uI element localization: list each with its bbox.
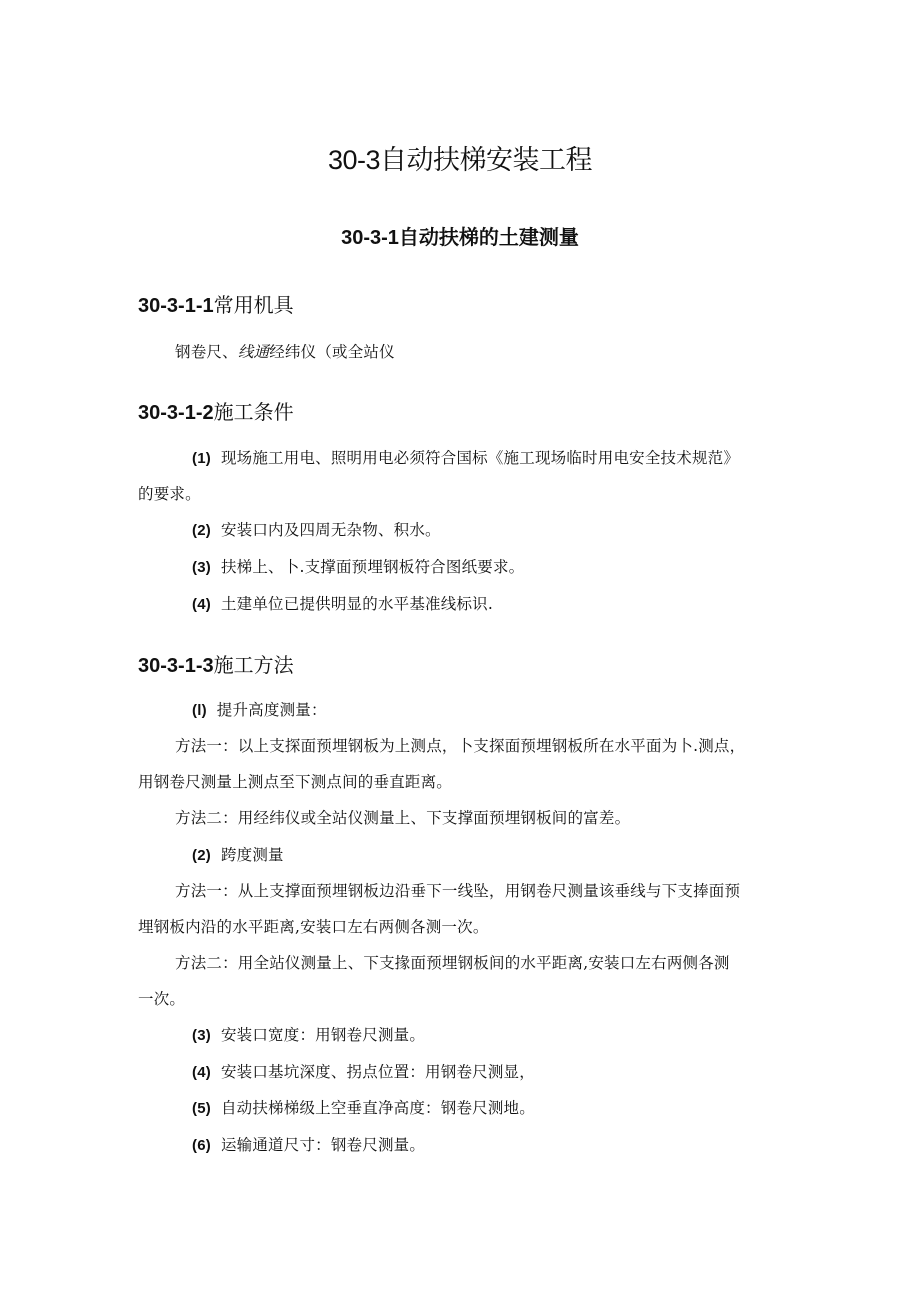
list-item <box>192 555 524 577</box>
list-item-text: 扶梯上、卜.支撑面预埋钢板符合图纸要求。 <box>220 558 525 576</box>
subsection-heading-conditions <box>138 396 294 425</box>
list-item-number: (2) <box>192 847 211 864</box>
method-paragraph-continuation: 埋钢板内沿的水平距离,安装口左右两侧各测一次。 <box>138 918 489 936</box>
subsection-title: 施工方法 <box>213 655 294 677</box>
tools-text-part: 经纬仪（或全站仪 <box>269 343 395 361</box>
list-item <box>192 592 493 614</box>
tools-text-part: 钢卷尺、 <box>175 343 238 361</box>
tools-text-italic: 线通 <box>237 343 270 361</box>
method-paragraph-continuation: 用钢卷尺测量上测点至下测点间的垂直距离。 <box>138 773 453 791</box>
list-item-text: 提升高度测量： <box>216 701 327 719</box>
subsection-number: 30-3-1-1 <box>138 295 214 317</box>
subsection-title: 施工条件 <box>213 402 294 424</box>
method-paragraph: 方法二：用全站仪测量上、下支掾面预埋钢板间的水平距离,安装口左右两侧各测 <box>175 954 730 972</box>
list-item <box>192 1096 535 1118</box>
list-item <box>192 446 739 468</box>
method-paragraph-continuation: 一次。 <box>138 990 186 1008</box>
list-item-number: (1) <box>192 450 211 467</box>
list-item-text: 土建单位已提供明显的水平基准线标识. <box>220 595 493 613</box>
list-item-text: 跨度测量 <box>220 846 284 864</box>
list-item-text: 安装口基坑深度、拐点位置：用钢卷尺测显， <box>220 1063 535 1081</box>
method-paragraph: 方法一：从上支撑面预埋钢板边沿垂下一线坠，用钢卷尺测量该垂线与下支捧面预 <box>175 882 741 900</box>
list-item-text: 运输通道尺寸：钢卷尺测量。 <box>220 1136 426 1154</box>
section-title-text: 自动扶梯的土建测量 <box>398 227 579 249</box>
subsection-title: 常用机具 <box>213 295 294 317</box>
section-number: 30-3-1 <box>341 227 399 249</box>
list-item-continuation: 的要求。 <box>138 485 201 503</box>
tools-paragraph <box>175 340 395 362</box>
list-item <box>192 1023 425 1045</box>
list-item <box>192 518 441 540</box>
list-item-number: (2) <box>192 522 211 539</box>
subsection-heading-tools <box>138 289 294 318</box>
list-item-text: 安装口宽度：用钢卷尺测量。 <box>220 1026 426 1044</box>
list-item-number: (6) <box>192 1137 211 1154</box>
list-item-number: (4) <box>192 1064 211 1081</box>
section-title <box>0 221 920 250</box>
list-item-text: 安装口内及四周无杂物、积水。 <box>220 521 441 539</box>
method-paragraph: 方法二：用经纬仪或全站仪测量上、下支撑面预埋钢板间的富差。 <box>175 809 631 827</box>
list-item-number: (l) <box>192 702 207 719</box>
list-item <box>192 1060 535 1082</box>
list-item-number: (3) <box>192 559 211 576</box>
list-item-number: (4) <box>192 596 211 613</box>
subsection-number: 30-3-1-3 <box>138 655 214 677</box>
list-item-number: (3) <box>192 1027 211 1044</box>
document-title: 30-3自动扶梯安装工程 <box>327 145 593 175</box>
list-item <box>192 843 284 865</box>
list-item <box>192 698 327 720</box>
method-paragraph: 方法一：以上支探面预埋钢板为上测点，卜支探面预埋钢板所在水平面为卜.测点， <box>175 737 746 755</box>
list-item-number: (5) <box>192 1100 211 1117</box>
list-item-text: 现场施工用电、照明用电必须符合国标《施工现场临时用电安全技术规范》 <box>220 449 740 467</box>
list-item <box>192 1133 425 1155</box>
list-item-text: 自动扶梯梯级上空垂直净高度：钢卷尺测地。 <box>220 1099 535 1117</box>
subsection-number: 30-3-1-2 <box>138 402 214 424</box>
subsection-heading-methods <box>138 649 294 678</box>
